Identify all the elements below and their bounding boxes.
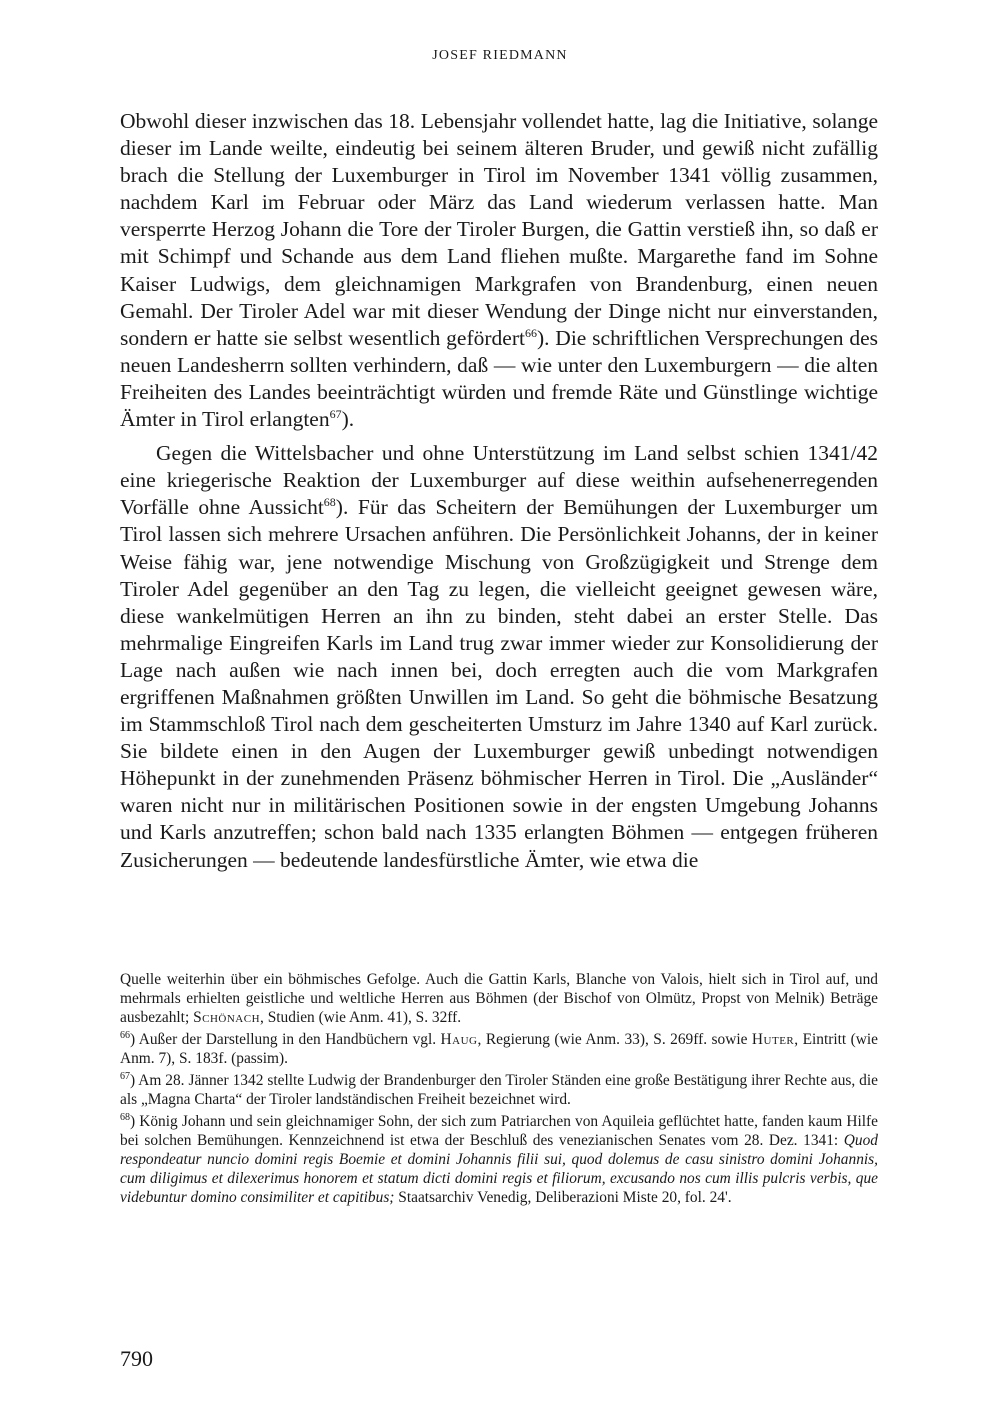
footnote-68-text-a: ) König Johann und sein gleichnamiger Sohn, der sich zum Patriarchen von Aquileia geflüchtet hatte, fanden kaum Hilfe bei solchen Bemühungen. Kennzeichnend ist etwa der Beschluß des venezianischen Senates vom 28. Dez. 1341:: [120, 1113, 878, 1149]
paragraph-1-text-c: ).: [341, 407, 355, 432]
footnote-67-text: ) Am 28. Jänner 1342 stellte Ludwig der Brandenburger den Tiroler Ständen eine große Bestätigung ihrer Rechte aus, die als „Magna Charta“ der Tiroler landständischen Freiheit bezeichnet wird.: [120, 1072, 878, 1108]
footnote-ref-68: 68: [323, 495, 336, 510]
footnote-ref-67: 67: [329, 406, 342, 421]
footnote-continuation: [120, 970, 878, 1027]
paragraph-1-text-a: Obwohl dieser inzwischen das 18. Lebensjahr vollendet hatte, lag die Initiative, solange dieser im Lande weilte, eindeutig bei seinem älteren Bruder, und gewiß nicht zufällig brach die Stellung der Luxemburger in Tirol im November 1341 völlig zusammen, nachdem Karl im Februar oder März das Land wiederum verlassen hatte. Man versperrte Herzog Johann die Tore der Tiroler Burgen, die Gattin verstieß ihn, so daß er mit Schimpf und Schande aus dem Land fliehen mußte. Margarethe fand im Sohne Kaiser Ludwigs, dem gleichnamigen Markgrafen von Brandenburg, einen neuen Gemahl. Der Tiroler Adel war mit dieser Wendung der Dinge nicht nur einverstanden, sondern er hatte sie selbst wesentlich gefördert: [120, 109, 878, 350]
main-text: [120, 108, 878, 874]
footnote-68: [120, 1112, 878, 1207]
footnote-66-text-a: ) Außer der Darstellung in den Handbüchern vgl.: [130, 1031, 441, 1048]
footnote-ref-66: 66: [524, 325, 537, 340]
footnote-cont-author: Schönach: [193, 1009, 261, 1026]
footnote-67: [120, 1071, 878, 1109]
page-number: 790: [120, 1346, 153, 1371]
paragraph-2: [120, 440, 878, 874]
footnotes: [120, 970, 878, 1210]
footnote-cont-text-a: Quelle weiterhin über ein böhmisches Gefolge. Auch die Gattin Karls, Blanche von Valois, hielt sich in Tirol auf, und mehrmals erhielten geistliche und weltliche Herren aus Böhmen (der Bischof von Olmütz, Propst von Melnik) Beträge ausbezahlt;: [120, 971, 878, 1026]
paragraph-1: [120, 108, 878, 433]
footnote-66-text-c: , Eintritt (wie Anm. 7), S. 183f. (passim).: [120, 1031, 878, 1067]
footnote-66-author-1: Haug: [440, 1031, 478, 1048]
footnote-68-latin-quote: Quod respondeatur nuncio domini regis Boemie et domini Johannis filii sui, quod dolemus de casu sinistro domini Johannis, cum diligimus et dilexerimus honorem et statum dicti domini regis et filiorum, excusando nos cum illis pulcris verbis, que videbuntur domino consimiliter et capitibus;: [120, 1132, 878, 1206]
footnote-66-number: 66: [120, 1029, 130, 1041]
footnote-67-number: 67: [120, 1070, 130, 1082]
footnote-66-author-2: Huter: [751, 1031, 795, 1048]
footnote-cont-text-b: , Studien (wie Anm. 41), S. 32ff.: [260, 1009, 462, 1026]
footnote-68-number: 68: [120, 1111, 130, 1123]
paragraph-2-text-a: Gegen die Wittelsbacher und ohne Unterstützung im Land selbst schien 1341/42 eine kriegerische Reaktion der Luxemburger auf diese weithin aufsehenerregenden Vorfälle ohne Aussicht: [120, 441, 878, 520]
footnote-66-text-b: , Regierung (wie Anm. 33), S. 269ff. sowie: [477, 1031, 752, 1048]
paragraph-2-text-b: ). Für das Scheitern der Bemühungen der Luxemburger um Tirol lassen sich mehrere Ursachen anführen. Die Persönlichkeit Johanns, der in keiner Weise fähig war, jene notwendige Mischung von Großzügigkeit und Strenge dem Tiroler Adel gegenüber an den Tag zu legen, die vielleicht geeignet gewesen wäre, diese wankelmütigen Herren an ihn zu binden, steht dabei an erster Stelle. Das mehrmalige Eingreifen Karls im Land trug zwar immer wieder zur Konsolidierung der Lage nach außen wie nach innen bei, doch erregten auch die vom Markgrafen ergriffenen Maßnahmen größten Unwillen im Land. So geht die böhmische Besatzung im Stammschloß Tirol nach dem gescheiterten Umsturz im Jahre 1340 auf Karl zurück. Sie bildete einen in den Augen der Luxemburger gewiß unbedingt notwendigen Höhepunkt in der zunehmenden Präsenz böhmischer Herren in Tirol. Die „Ausländer“ waren nicht nur in militärischen Positionen sowie in der engsten Umgebung Johanns und Karls anzutreffen; schon bald nach 1335 erlangten Böhmen — entgegen früheren Zusicherungen — bedeutende landesfürstliche Ämter, wie etwa die: [120, 495, 879, 872]
running-header: JOSEF RIEDMANN: [432, 48, 568, 63]
footnote-66: [120, 1030, 878, 1068]
paragraph-1-text-b: ). Die schriftlichen Versprechungen des neuen Landesherrn sollten verhindern, daß — wie unter den Luxemburgern — die alten Freiheiten des Landes beeinträchtigt würden und fremde Räte und Günstlinge wichtige Ämter in Tirol erlangten: [120, 325, 878, 432]
footnote-68-text-b: Staatsarchiv Venedig, Deliberazioni Miste 20, fol. 24'.: [394, 1189, 732, 1206]
